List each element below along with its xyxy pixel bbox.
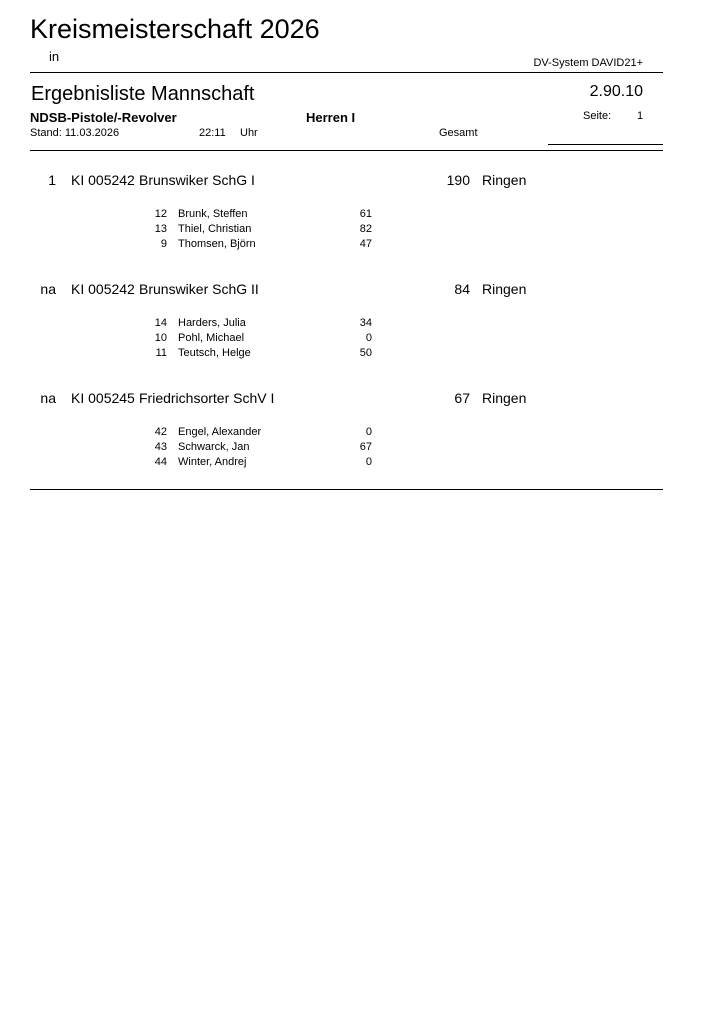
member-score: 0: [365, 426, 372, 438]
member-row: [0, 238, 724, 253]
member-row: [0, 208, 724, 223]
member-number: 42: [154, 426, 167, 438]
member-name: Pohl, Michael: [178, 332, 245, 344]
member-score: 34: [359, 317, 372, 329]
member-row: [0, 347, 724, 362]
team-block: [0, 390, 724, 490]
member-name: Thiel, Christian: [178, 223, 252, 235]
team-id: KI 005242: [71, 172, 135, 188]
member-score: 47: [359, 238, 372, 250]
member-number: 12: [154, 208, 167, 220]
member-row: [0, 223, 724, 238]
member-number: 10: [154, 332, 167, 344]
system-label: DV-System DAVID21+: [533, 57, 643, 69]
team-rank: na: [40, 390, 56, 406]
team-name: Brunswiker SchG II: [139, 281, 259, 297]
team-name: Friedrichsorter SchV I: [139, 390, 275, 406]
list-title: Ergebnisliste Mannschaft: [31, 83, 255, 105]
member-number: 14: [154, 317, 167, 329]
table-bottom-divider: [30, 489, 663, 490]
version-label: 2.90.10: [589, 83, 643, 100]
page-title: Kreismeisterschaft 2026: [30, 14, 320, 44]
stand-time: 22:11: [199, 127, 226, 139]
team-name: Brunswiker SchG I: [139, 172, 255, 188]
member-row: [0, 332, 724, 347]
member-number: 43: [154, 441, 167, 453]
discipline-label: NDSB-Pistole/-Revolver: [30, 110, 177, 125]
team-total: 67: [454, 390, 470, 406]
member-number: 11: [155, 347, 167, 359]
class-label: Herren I: [306, 110, 356, 125]
venue-label: in: [49, 49, 60, 64]
stand-date: Stand: 11.03.2026: [30, 127, 120, 139]
team-unit: Ringen: [482, 281, 527, 297]
team-total: 190: [446, 172, 470, 188]
member-name: Thomsen, Björn: [178, 238, 256, 250]
page-number: 1: [637, 110, 644, 122]
team-id: KI 005242: [71, 281, 135, 297]
member-row: [0, 441, 724, 456]
total-column-header: Gesamt: [439, 127, 478, 139]
member-number: 13: [154, 223, 167, 235]
member-number: 44: [154, 456, 167, 468]
member-name: Engel, Alexander: [178, 426, 262, 438]
team-rank: na: [40, 281, 56, 297]
member-name: Winter, Andrej: [178, 456, 247, 468]
team-unit: Ringen: [482, 390, 527, 406]
member-row: [0, 317, 724, 332]
team-id: KI 005245: [71, 390, 135, 406]
member-score: 67: [359, 441, 372, 453]
member-score: 0: [365, 456, 372, 468]
member-row: [0, 426, 724, 441]
table-top-divider: [30, 150, 663, 151]
header-divider: [30, 72, 663, 73]
member-score: 50: [359, 347, 372, 359]
time-unit: Uhr: [240, 127, 258, 139]
column-divider: [548, 144, 663, 145]
team-unit: Ringen: [482, 172, 527, 188]
page-label: Seite:: [583, 110, 612, 122]
member-number: 9: [160, 238, 167, 250]
member-name: Harders, Julia: [178, 317, 246, 329]
member-score: 82: [359, 223, 372, 235]
member-row: [0, 456, 724, 471]
team-total: 84: [454, 281, 470, 297]
member-name: Teutsch, Helge: [178, 347, 251, 359]
team-block: [0, 281, 724, 381]
member-name: Brunk, Steffen: [178, 208, 248, 220]
member-name: Schwarck, Jan: [178, 441, 250, 453]
member-score: 61: [359, 208, 372, 220]
team-rank: 1: [48, 172, 56, 188]
member-score: 0: [365, 332, 372, 344]
team-block: [0, 172, 724, 272]
